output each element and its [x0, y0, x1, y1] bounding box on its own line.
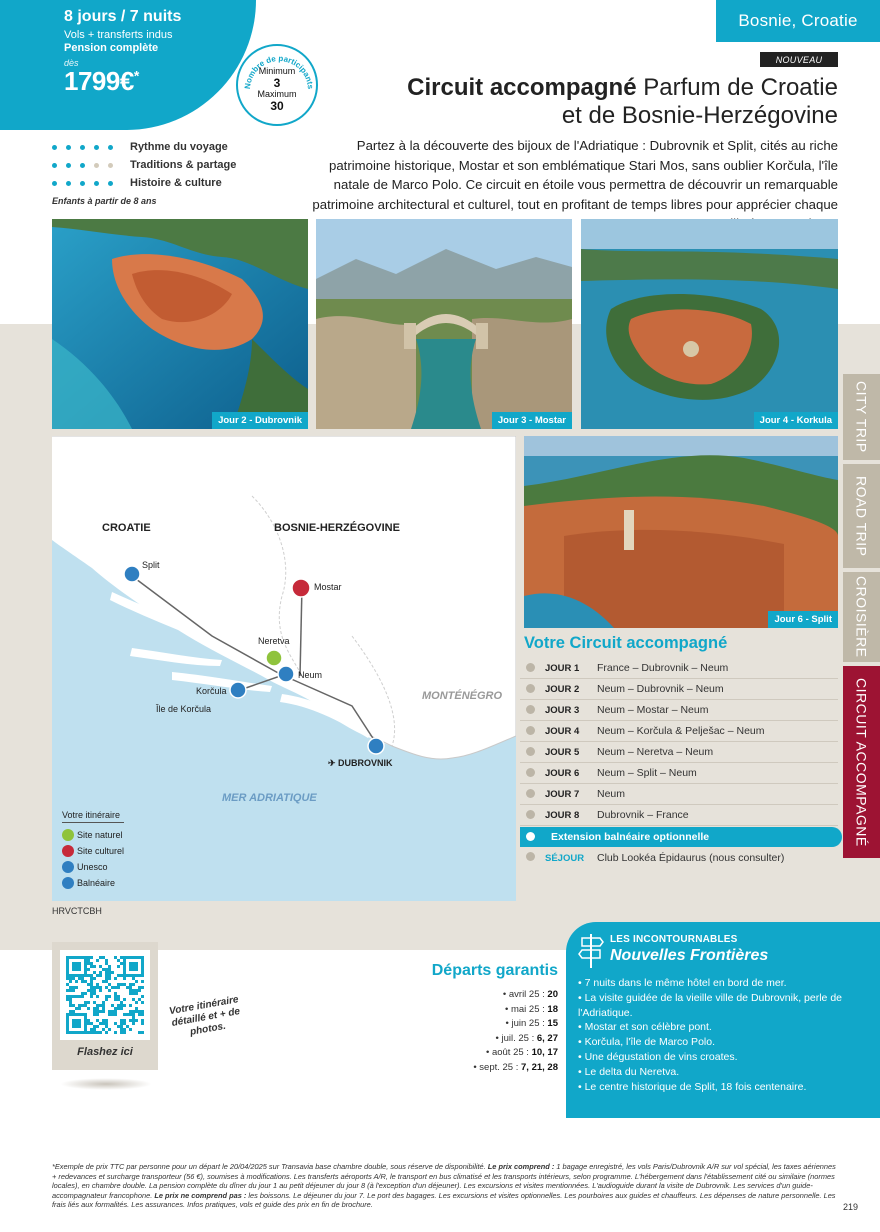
- itinerary-stay: [520, 847, 838, 869]
- tab-croisiere[interactable]: [843, 572, 880, 662]
- tab-city-trip[interactable]: [843, 374, 880, 460]
- departure-days: 7, 21, 28: [521, 1061, 558, 1073]
- rating-dots: [52, 163, 130, 168]
- itinerary-desc: Neum – Neretva – Neum: [597, 746, 714, 758]
- legend-item-beach: [62, 875, 124, 891]
- map-pin-icon: [526, 832, 535, 841]
- itinerary-day: JOUR 2: [545, 683, 580, 695]
- departure-month: mai 25 :: [510, 1003, 545, 1015]
- photo-dubrovnik-image: [52, 219, 308, 429]
- map-city-split: Split: [142, 560, 160, 570]
- map-culture-mostar: [292, 579, 310, 597]
- itinerary-day: JOUR 1: [545, 662, 580, 674]
- departure-month: août 25 :: [491, 1047, 529, 1058]
- itinerary-desc: France – Dubrovnik – Neum: [597, 662, 729, 674]
- tab-croisiere-label: CROISIÈRE: [853, 576, 870, 658]
- itinerary-desc: Dubrovnik – France: [597, 809, 689, 821]
- trip-includes: Vols + transferts indus: [64, 29, 173, 41]
- highlight-item: • Une dégustation de vins croates.: [578, 1050, 868, 1065]
- title-bold: Circuit accompagné: [407, 74, 637, 101]
- map-city-neum: Neum: [298, 670, 323, 680]
- rating-dot: [108, 163, 113, 168]
- qr-shadow: [60, 1078, 152, 1090]
- map-pin-icon: [526, 705, 535, 714]
- trip-duration: 8 jours / 7 nuits: [64, 8, 182, 25]
- extension-label: Extension balnéaire optionnelle: [551, 831, 710, 843]
- price-bubble: [0, 0, 256, 130]
- map-country-bosnia: BOSNIE-HERZÉGOVINE: [274, 522, 400, 534]
- rating-row: [52, 174, 236, 192]
- rating-dot: [94, 145, 99, 150]
- departure-month: juil. 25 :: [501, 1032, 535, 1044]
- qr-caption: Flashez ici: [77, 1046, 133, 1058]
- rating-dot: [66, 181, 71, 186]
- photo-korcula-image: [581, 219, 838, 429]
- itinerary-row: [520, 721, 838, 742]
- new-badge: NOUVEAU: [760, 52, 838, 67]
- footnote-part3: les boissons. Le déjeuner du jour 7. Le port des bagages. Les excursions et visites optionnelles. Les pourboires aux guides et chauffeurs. Les dépenses de nature personnelle. Les frais liés aux formalités. Les assurances. Infos pratiques, vols et guide des prix en fin de brochure.: [52, 1190, 836, 1210]
- map-city-neretva: Neretva: [258, 636, 290, 646]
- tab-road-trip-label: ROAD TRIP: [853, 475, 870, 557]
- departure-row: • sept. 25 : 7, 21, 28: [473, 1061, 558, 1073]
- parasol-icon: [62, 877, 74, 889]
- legend-title: Votre itinéraire: [62, 810, 124, 823]
- monument-icon: [62, 861, 74, 873]
- photo-caption-4: Jour 6 - Split: [768, 611, 838, 628]
- map-unesco-dubrovnik: [368, 738, 384, 754]
- highlight-item: • Le centre historique de Split, 18 fois centenaire.: [578, 1080, 868, 1095]
- itinerary-day: JOUR 4: [545, 725, 580, 737]
- ratings: [52, 138, 236, 192]
- rating-dot: [80, 181, 85, 186]
- map-pin-icon: [526, 726, 535, 735]
- tab-city-trip-label: CITY TRIP: [853, 381, 870, 453]
- departure-row: • juin 25 : 15: [505, 1018, 558, 1029]
- stay-label: SÉJOUR: [545, 852, 585, 864]
- page-number: 219: [843, 1202, 859, 1212]
- map-city-ile-korcula: Île de Korčula: [156, 704, 212, 714]
- photo-korcula: [581, 219, 838, 429]
- itinerary-day: JOUR 6: [545, 767, 580, 779]
- highlights-box: [566, 922, 880, 1118]
- itinerary-day: JOUR 7: [545, 788, 580, 800]
- rating-dot: [52, 181, 57, 186]
- itinerary-row: [520, 784, 838, 805]
- region-tab: Bosnie, Croatie: [716, 0, 880, 42]
- departure-days: 10, 17: [531, 1047, 558, 1058]
- price-from-label: dès: [64, 58, 79, 68]
- departure-row: • avril 25 : 20: [502, 989, 558, 1000]
- star-icon: [62, 845, 74, 857]
- children-note: Enfants à partir de 8 ans: [52, 196, 157, 206]
- rating-dot: [80, 145, 85, 150]
- map-beach-neum: [278, 666, 294, 682]
- itinerary-row: [520, 763, 838, 784]
- itinerary-desc: Neum – Mostar – Neum: [597, 704, 709, 716]
- tab-road-trip[interactable]: [843, 464, 880, 568]
- participants-max-label: Maximum: [257, 89, 297, 99]
- itinerary-day: JOUR 8: [545, 809, 580, 821]
- departure-days: 18: [547, 1003, 558, 1015]
- map-city-korcula: Korčula: [196, 686, 227, 696]
- participants-min-value: 3: [273, 76, 281, 90]
- legend-label-culture: Site culturel: [77, 846, 125, 856]
- qr-hand-note: Votre itinéraire détaillé et + de photos.: [168, 994, 241, 1038]
- itinerary-list: [520, 658, 838, 869]
- departure-month: sept. 25 :: [479, 1061, 519, 1073]
- highlight-item: • La visite guidée de la vieille ville de Dubrovnik, perle de l'Adriatique.: [578, 991, 868, 1021]
- highlights-title: Nouvelles Frontières: [610, 947, 769, 964]
- qr-code[interactable]: [60, 950, 150, 1040]
- map-beach-korcula: [230, 682, 246, 698]
- participants-min-label: Minimum: [258, 66, 296, 76]
- map-country-montenegro: MONTÉNÉGRO: [422, 690, 503, 702]
- itinerary-row: [520, 679, 838, 700]
- rating-dot: [94, 181, 99, 186]
- footnote: [52, 1162, 838, 1210]
- departure-days: 15: [547, 1018, 558, 1029]
- intro-text: Partez à la découverte des bijoux de l'Adriatique : Dubrovnik et Split, cités au riche patrimoine historique, Mostar et son emblématique Stari Mos, sans oublier Korčula, l'île natale de Marco Polo. Ce circuit en étoile vous permettra de découvrir un remarquable patrimoine architectural et culturel, tout en profitant de temps libres pour apprécier chaque: [312, 138, 838, 212]
- photo-caption-1: Jour 2 - Dubrovnik: [212, 412, 308, 429]
- itinerary-title: Votre Circuit accompagné: [524, 634, 728, 652]
- rating-dot: [52, 163, 57, 168]
- legend-label-nature: Site naturel: [77, 830, 123, 840]
- departure-days: 20: [547, 989, 558, 1000]
- rating-row: [52, 138, 236, 156]
- itinerary-desc: Neum – Split – Neum: [597, 767, 697, 779]
- itinerary-desc: Neum: [597, 788, 626, 800]
- itinerary-row: [520, 742, 838, 763]
- qr-code-image: [66, 956, 144, 1034]
- tab-circuit-accompagne[interactable]: [843, 666, 880, 858]
- rating-dot: [108, 181, 113, 186]
- itinerary-row: [520, 700, 838, 721]
- departure-row: • juil. 25 : 6, 27: [495, 1032, 558, 1044]
- map-nature-neretva: [266, 650, 282, 666]
- map-pin-icon: [526, 810, 535, 819]
- departure-row: • mai 25 : 18: [505, 1003, 558, 1015]
- map-country-croatia: CROATIE: [102, 522, 151, 534]
- trip-board: Pension complète: [64, 42, 159, 54]
- legend-item-unesco: [62, 859, 124, 875]
- footnote-excluded-label: Le prix ne comprend pas :: [154, 1190, 247, 1200]
- footnote-part1: *Exemple de prix TTC par personne pour un départ le 20/04/2025 sur Transavia base chambre double, sous réserve de disponibilité.: [52, 1162, 486, 1171]
- map-unesco-split: [124, 566, 140, 582]
- legend-label-beach: Balnéaire: [77, 878, 116, 888]
- highlight-item: • Le delta du Neretva.: [578, 1065, 868, 1080]
- rating-label: Rythme du voyage: [130, 141, 228, 153]
- title-rest: Parfum de Croatie: [643, 74, 838, 101]
- participants-arc-text: Nombre de participants: [242, 53, 316, 90]
- departures-title: Départs garantis: [431, 962, 558, 979]
- itinerary-extension: [520, 827, 842, 847]
- itinerary-desc: Neum – Korčula & Pelješac – Neum: [597, 725, 765, 737]
- legend-label-unesco: Unesco: [77, 862, 108, 872]
- title-line2: et de Bosnie-Herzégovine: [561, 102, 838, 129]
- map-pin-icon: [526, 768, 535, 777]
- rating-dot: [108, 145, 113, 150]
- rating-dot: [66, 163, 71, 168]
- map-pin-icon: [526, 789, 535, 798]
- map-city-mostar: Mostar: [314, 582, 342, 592]
- rating-dot: [80, 163, 85, 168]
- itinerary-day: JOUR 5: [545, 746, 580, 758]
- participants-badge: [236, 44, 318, 126]
- rating-dot: [66, 145, 71, 150]
- departure-month: juin 25 :: [511, 1018, 545, 1029]
- highlight-item: • Korčula, l'île de Marco Polo.: [578, 1035, 868, 1050]
- photo-dubrovnik: [52, 219, 308, 429]
- map-sea-label: MER ADRIATIQUE: [222, 792, 317, 804]
- rating-row: [52, 156, 236, 174]
- highlight-item: • 7 nuits dans le même hôtel en bord de mer.: [578, 976, 868, 991]
- rating-dots: [52, 145, 130, 150]
- product-code: HRVCTCBH: [52, 906, 102, 916]
- photo-caption-2: Jour 3 - Mostar: [492, 412, 572, 429]
- tab-circuit-label: CIRCUIT ACCOMPAGNÉ: [853, 677, 870, 847]
- highlight-item: • Mostar et son célèbre pont.: [578, 1020, 868, 1035]
- departure-row: • août 25 : 10, 17: [485, 1047, 558, 1058]
- rating-dot: [94, 163, 99, 168]
- footnote-included-label: Le prix comprend :: [487, 1162, 555, 1171]
- photo-mostar: [316, 219, 572, 429]
- rating-dot: [52, 145, 57, 150]
- price-amount: [64, 66, 256, 97]
- departure-days: 6, 27: [536, 1032, 558, 1044]
- price-value: 1799€: [64, 66, 134, 96]
- participants-max-value: 30: [270, 99, 284, 113]
- itinerary-map: [52, 436, 516, 901]
- photo-mostar-image: [316, 219, 572, 429]
- map-city-dubrovnik: ✈ DUBROVNIK: [328, 758, 393, 768]
- signpost-icon: [578, 932, 604, 968]
- photo-caption-3: Jour 4 - Korkula: [754, 412, 838, 429]
- photo-split-image: [524, 436, 838, 628]
- qr-box[interactable]: [52, 942, 158, 1070]
- highlights-kicker: LES INCONTOURNABLES: [610, 934, 738, 945]
- itinerary-row: [520, 658, 838, 679]
- stay-desc: Club Lookéa Épidaurus (nous consulter): [597, 852, 785, 864]
- rating-label: Histoire & culture: [130, 177, 222, 189]
- map-pin-icon: [526, 663, 535, 672]
- itinerary-desc: Neum – Dubrovnik – Neum: [597, 683, 724, 695]
- rating-label: Traditions & partage: [130, 159, 237, 171]
- departure-month: avril 25 :: [508, 989, 545, 1000]
- highlights-list: [578, 976, 868, 1094]
- map-pin-icon: [526, 684, 535, 693]
- footnote-part2: 1 bagage enregistré, les vols Paris/Dubrovnik A/R sur vol spécial, les taxes aériennes + redevances et surcharge transporteur (56 €), soumises à modifications. Les transferts aéroports A/R, le transport en bus climatisé et les transports intérieurs, selon programme. L'hébergement dans l'établissement cité ou similaire (normes locales), en chambre double. La pension complète du dîner du jour 1 au petit déjeuner du jour 8 (à l'exception d'un déjeuner). Les excursions et visites mentionnées. L'audioguide durant la visite de Dubrovnik. Les services d'un guide-accompagnateur francophone.: [52, 1162, 836, 1200]
- map-legend: [62, 810, 124, 891]
- price-mark: *: [133, 67, 139, 84]
- rating-dots: [52, 181, 130, 186]
- map-pin-icon: [526, 747, 535, 756]
- legend-item-culture: [62, 843, 124, 859]
- map-city-dubrovnik-label: DUBROVNIK: [338, 758, 393, 768]
- itinerary-row: [520, 805, 838, 826]
- itinerary-day: JOUR 3: [545, 704, 580, 716]
- departures-list: [400, 988, 558, 1075]
- photo-split: [524, 436, 838, 628]
- leaf-icon: [62, 829, 74, 841]
- page-title: [330, 74, 838, 130]
- map-pin-icon: [526, 852, 535, 861]
- legend-item-nature: [62, 827, 124, 843]
